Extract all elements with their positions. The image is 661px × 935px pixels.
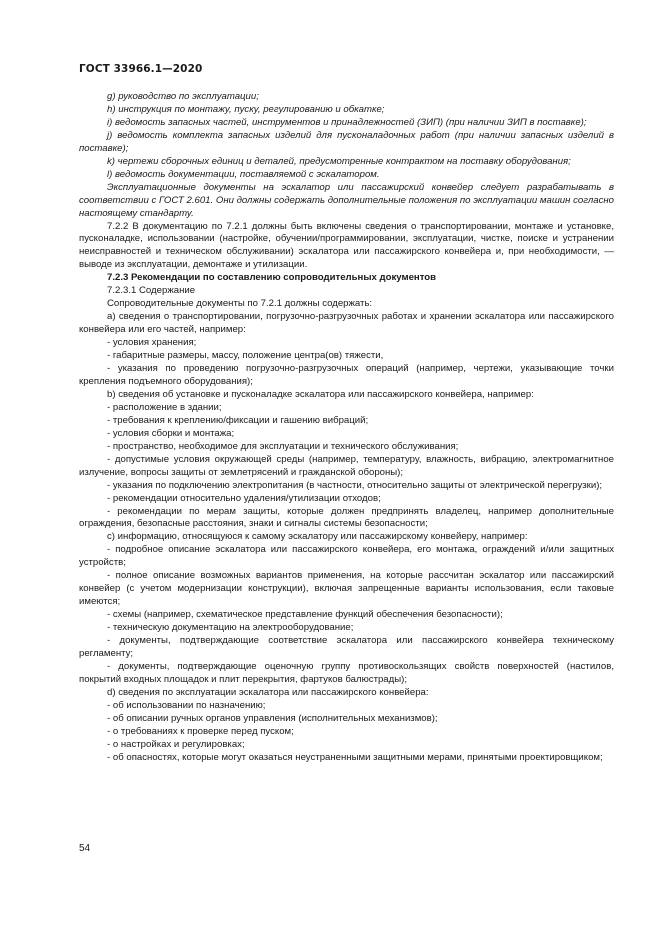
paragraph: - рекомендации относительно удаления/утилизации отходов; (107, 492, 381, 504)
paragraph: - условия хранения; (107, 337, 197, 349)
paragraph: - указания по проведению погрузочно-разгрузочных операций (например, чертежи, указывающие точки крепления подъемного оборудования); (79, 363, 614, 387)
paragraph: - указания по подключению электропитания (в частности, относительно защиты от электрической перегрузки); (107, 479, 603, 491)
paragraph: Сопроводительные документы по 7.2.1 должны содержать: (107, 298, 373, 310)
paragraph: - об использовании по назначению; (107, 699, 266, 711)
paragraph: - габаритные размеры, массу, положение центра(ов) тяжести, (107, 350, 384, 362)
paragraph: 7.2.3 Рекомендации по составлению сопроводительных документов (107, 272, 437, 284)
document-header: ГОСТ 33966.1—2020 (79, 63, 203, 75)
paragraph: с) информацию, относящуюся к самому эскалатору или пассажирскому конвейеру, например: (107, 531, 528, 543)
page-number: 54 (79, 843, 91, 854)
paragraph: - подробное описание эскалатора или пассажирского конвейера, его монтажа, ограждений и/или защитных устройств; (79, 544, 614, 569)
paragraph: b) сведения об установке и пусконаладке эскалатора или пассажирского конвейера, например: (107, 388, 534, 400)
paragraph: j) ведомость комплекта запасных изделий для пусконаладочных работ (при наличии запасных изделий в поставке); (79, 129, 614, 154)
paragraph: i) ведомость запасных частей, инструментов и принадлежностей (ЗИП) (при наличии ЗИП в поставке); (107, 116, 587, 128)
paragraph: 7.2.3.1 Содержание (107, 285, 196, 297)
paragraph: - допустимые условия окружающей среды (например, температуру, влажность, вибрацию, электромагнитное излучение, вопросы защиты от землетрясений и гражданской обороны); (79, 453, 614, 478)
paragraph: - схемы (например, схематическое представление функций обеспечения безопасности); (107, 609, 503, 621)
paragraph: - условия сборки и монтажа; (107, 427, 235, 439)
paragraph: - требования к креплению/фиксации и гашению вибраций; (107, 414, 369, 426)
paragraph: - пространство, необходимое для эксплуатации и технического обслуживания; (107, 440, 459, 452)
paragraph: 7.2.2 В документацию по 7.2.1 должны быть включены сведения о транспортировании, монтаже и установке, пусконаладке, использовании (настройке, обучении/программировании, эксплуатации, чистке, поиске и устранении неисправностей и техническом обслуживании) эскалатора или пассажирского конвейера и, при необходимости, — выводе из эксплуатации, демонтаже и утилизации. (79, 220, 614, 271)
paragraph: - об опасностях, которые могут оказаться неустраненными защитными мерами, принятыми проектировщиком; (107, 751, 603, 763)
paragraph: - рекомендации по мерам защиты, которые должен предпринять владелец, например дополнительные ограждения, безопасные расстояния, знаки и сигналы системы безопасности; (79, 505, 614, 530)
paragraph: - о требованиях к проверке перед пуском; (107, 725, 294, 737)
paragraph: h) инструкция по монтажу, пуску, регулированию и обкатке; (107, 103, 385, 115)
paragraph: - документы, подтверждающие оценочную группу противоскользящих свойств поверхностей (настилов, покрытий входных площадок и плит перекрытия, фартуков балюстрады); (79, 660, 614, 685)
paragraph: - о настройках и регулировках; (107, 738, 245, 750)
paragraph: - документы, подтверждающие соответствие эскалатора или пассажирского конвейера техническому регламенту; (79, 635, 614, 659)
paragraph: - об описании ручных органов управления (исполнительных механизмов); (107, 712, 438, 724)
paragraph: - полное описание возможных вариантов применения, на которые рассчитан эскалатор или пассажирский конвейер (с учетом модернизации конструкции), включая запрещенные варианты использования, если таковые имеются; (79, 570, 614, 608)
paragraph: k) чертежи сборочных единиц и деталей, предусмотренные контрактом на поставку оборудования; (107, 155, 571, 167)
paragraph: - техническую документацию на электрооборудование; (107, 622, 354, 634)
paragraph: d) сведения по эксплуатации эскалатора или пассажирского конвейера: (107, 686, 429, 698)
paragraph: а) сведения о транспортировании, погрузочно-разгрузочных работах и хранении эскалатора или пассажирского конвейера или его частей, например: (79, 311, 614, 336)
paragraph: Эксплуатационные документы на эскалатор или пассажирский конвейер следует разрабатывать в соответствии с ГОСТ 2.601. Они должны содержать дополнительные положения по эксплуатации машин согласно настоящему стандарту. (79, 181, 614, 219)
paragraph: l) ведомость документации, поставляемой с эскалатором. (107, 168, 380, 180)
paragraph: - расположение в здании; (107, 401, 222, 413)
document-body (79, 91, 614, 765)
paragraph: g) руководство по эксплуатации; (107, 91, 259, 102)
